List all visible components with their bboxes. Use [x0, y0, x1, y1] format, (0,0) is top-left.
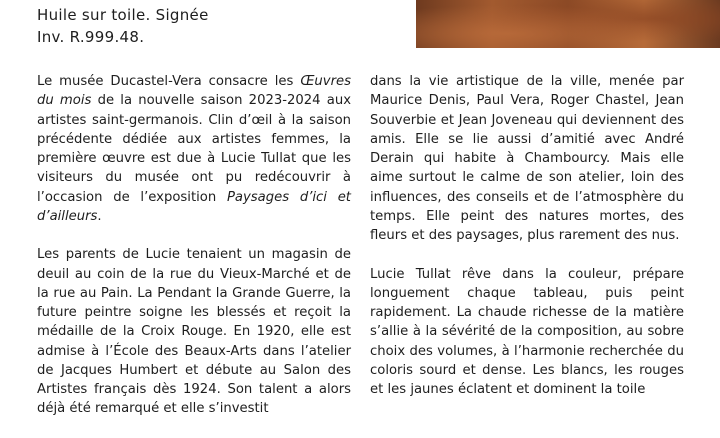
text-run: .: [97, 208, 102, 224]
painting-image-crop: [416, 0, 720, 48]
text-run: dans la vie artistique de la ville, menée par Maurice Denis, Paul Vera, Roger Chastel, Jean Souverbie et Jean Joveneau qui deviennent des amis. Elle se lie aussi d’amitié avec André Derain qui habite à Chambourcy. Mais elle aime surtout le calme de son atelier, loin des influences, des conseils et de l’atmosphère du temps. Elle peint des natures mortes, des fleurs et des paysages, plus rarement des nus.: [370, 74, 684, 243]
italic-title: Œuvres du mois: [37, 74, 351, 109]
article-column-right: [370, 72, 684, 419]
artwork-technique: Huile sur toile. Signée: [37, 6, 209, 24]
article-paragraph: [370, 72, 684, 245]
article-column-left: [37, 72, 351, 438]
artwork-inventory-number: Inv. R.999.48.: [37, 28, 145, 46]
text-run: de la nouvelle saison 2023-2024 aux artistes saint-germanois. Clin d’œil à la saison précédente dédiée aux artistes femmes, la première œuvre est due à Lucie Tullat que les visiteurs du musée ont pu redécouvrir à l’occasion de l’exposition: [37, 93, 352, 205]
text-run: Lucie Tullat rêve dans la couleur, prépare longuement chaque tableau, puis peint rapidement. La chaude richesse de la matière s’allie à la sévérité de la composition, au sobre choix des volumes, à l’harmonie recherchée du coloris sourd et dense. Les blancs, les rouges et les jaunes éclatent et dominent la toile: [370, 266, 684, 397]
article-paragraph: [370, 265, 684, 400]
text-run: Les parents de Lucie tenaient un magasin de deuil au coin de la rue du Vieux-Marché et de la rue au Pain. La Pendant la Grande Guerre, la future peintre soigne les blessés et reçoit la médaille de la Croix Rouge. En 1920, elle est admise à l’École des Beaux-Arts dans l’atelier de Jacques Humbert et débute au Salon des Artistes français dès 1924. Son talent a alors déjà été remarqué et elle s’investit: [37, 247, 351, 417]
article-paragraph: [37, 72, 351, 226]
italic-title: Paysages d’ici et d’ailleurs: [37, 189, 351, 224]
article-paragraph: [37, 245, 351, 418]
text-run: Le musée Ducastel-Vera consacre les: [37, 74, 301, 89]
